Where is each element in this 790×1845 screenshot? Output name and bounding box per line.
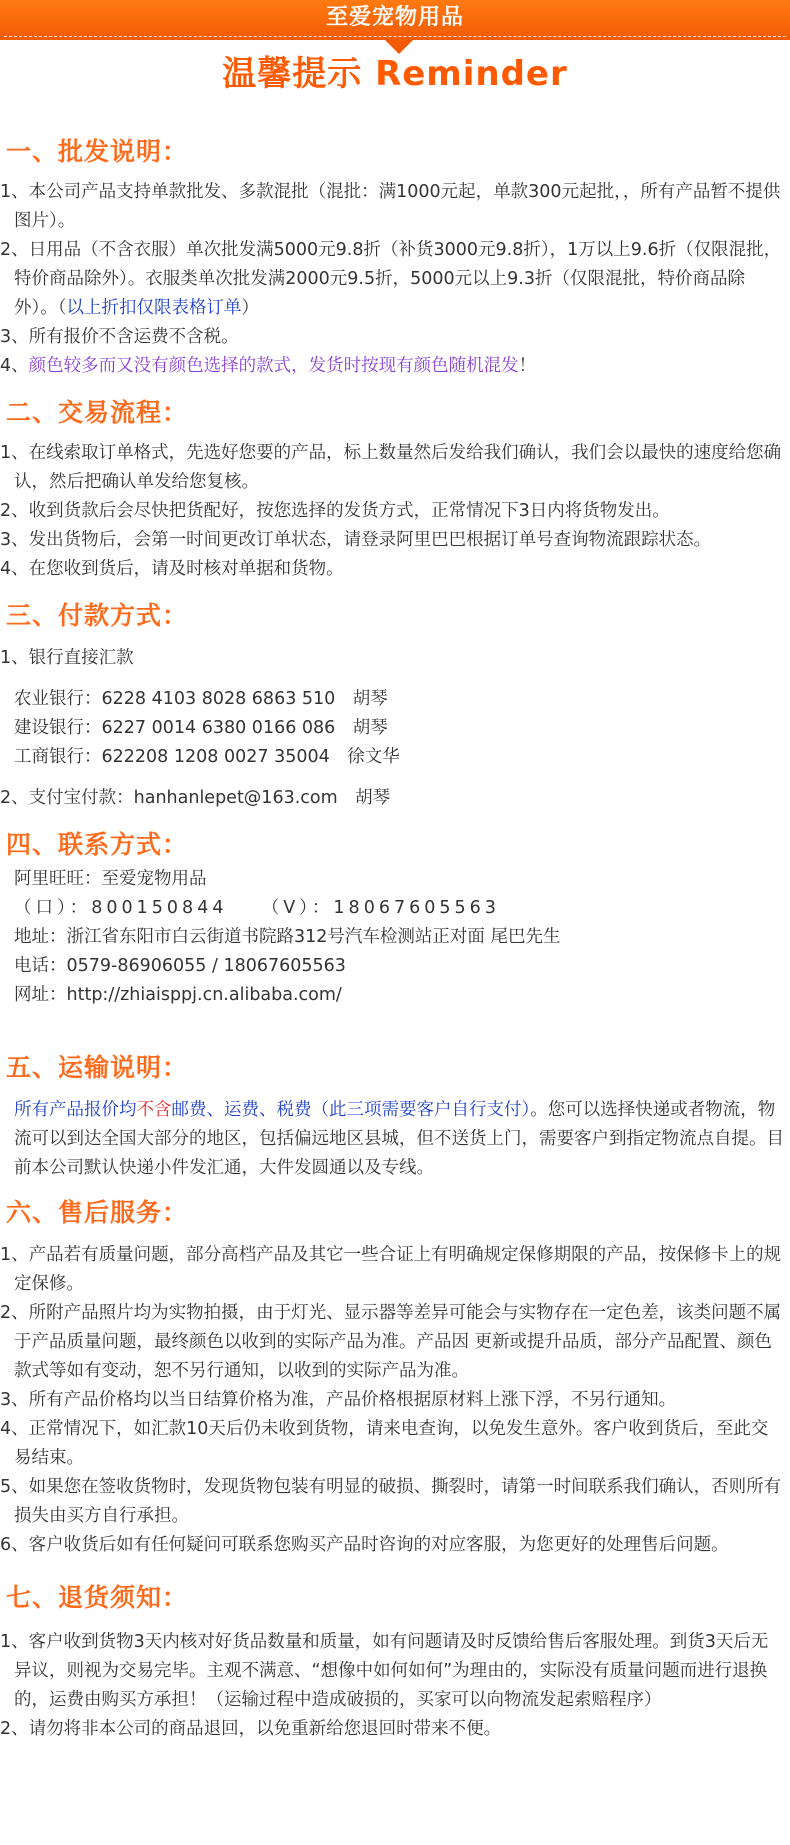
process-item-4: 4、在您收到货后，请及时核对单据和货物。 <box>0 559 344 579</box>
section-title-returns: 七、退货须知： <box>6 1583 189 1612</box>
section-title-contact: 四、联系方式： <box>6 830 189 859</box>
contact-tel: 电话：0579-86906055 / 18067605563 <box>14 956 346 976</box>
shipping-blue-2: 邮费、运费、税费（此三项需要客户自行支付） <box>171 1100 531 1120</box>
alipay-line: 2、支付宝付款：hanhanlepet@163.com 胡琴 <box>0 788 391 808</box>
bank-agricultural: 农业银行：6228 4103 8028 6863 510 胡琴 <box>14 689 388 709</box>
contact-phones: （口）：800150844 （V）：18067605563 <box>14 898 500 918</box>
section-wholesale <box>0 132 790 381</box>
wholesale-item-4 <box>0 352 790 381</box>
aftersales-item-3: 3、所有产品价格均以当日结算价格为准，产品价格根据原材料上涨下浮，不另行通知。 <box>0 1390 677 1410</box>
section-title-aftersales: 六、售后服务： <box>6 1198 189 1227</box>
shipping-red: 不含 <box>136 1100 172 1120</box>
process-item-1: 1、在线索取订单格式，先选好您要的产品，标上数量然后发给我们确认，我们会以最快的速度给您确认，然后把确认单发给您复核。 <box>0 443 782 492</box>
section-payment <box>0 596 790 813</box>
aftersales-item-6: 6、客户收货后如有任何疑问可联系您购买产品时咨询的对应客服，为您更好的处理售后问题。 <box>0 1535 729 1555</box>
shipping-paragraph <box>0 1096 790 1183</box>
wholesale-item-4-num: 4、 <box>0 356 29 376</box>
banner-dashed-line <box>4 36 786 37</box>
wholesale-item-2 <box>0 236 790 323</box>
contact-web: 网址：http://zhiaisppj.cn.alibaba.com/ <box>14 985 342 1005</box>
wholesale-item-1: 1、本公司产品支持单款批发、多款混批（混批：满1000元起，单款300元起批，，所有产品暂不提供图片）。 <box>0 182 781 231</box>
wholesale-item-2-note: 以上折扣仅限表格订单 <box>66 298 242 318</box>
section-title-process: 二、交易流程： <box>6 398 189 427</box>
contact-wangwang: 阿里旺旺：至爱宠物用品 <box>14 869 207 889</box>
wholesale-item-4-end: ！ <box>518 356 537 376</box>
bank-icbc: 工商银行：622208 1208 0027 35004 徐文华 <box>14 747 400 767</box>
aftersales-item-4: 4、正常情况下，如汇款10天后仍未收到货物，请来电查询，以免发生意外。客户收到货后，至此交易结束。 <box>0 1419 769 1468</box>
section-contact <box>0 825 790 1010</box>
top-banner <box>0 0 790 40</box>
section-title-shipping: 五、运输说明： <box>6 1053 189 1082</box>
aftersales-item-2: 2、所附产品照片均为实物拍摄，由于灯光、显示器等差异可能会与实物存在一定色差，该类问题不属于产品质量问题，最终颜色以收到的实际产品为准。产品因 更新或提升品质，部分产品配置、颜色款式等如有变动，恕不另行通知，以收到的实际产品为准。 <box>0 1303 782 1381</box>
process-item-2: 2、收到货款后会尽快把货配好，按您选择的发货方式，正常情况下3日内将货物发出。 <box>0 501 670 521</box>
wholesale-item-2-close: ） <box>241 298 259 318</box>
wholesale-item-4-text: 颜色较多而又没有颜色选择的款式，发货时按现有颜色随机混发 <box>28 356 519 376</box>
process-item-3: 3、发出货物后，会第一时间更改订单状态，请登录阿里巴巴根据订单号查询物流跟踪状态。 <box>0 530 712 550</box>
wholesale-item-3: 3、所有报价不含运费不含税。 <box>0 327 239 347</box>
reminder-heading: 温馨提示 Reminder <box>222 54 568 94</box>
aftersales-item-1: 1、产品若有质量问题，部分高档产品及其它一些合证上有明确规定保修期限的产品，按保修卡上的规定保修。 <box>0 1245 782 1294</box>
section-aftersales <box>0 1193 790 1560</box>
contact-address: 地址：浙江省东阳市白云街道书院路312号汽车检测站正对面 尾巴先生 <box>14 927 561 947</box>
bank-construction: 建设银行：6227 0014 6380 0166 086 胡琴 <box>14 718 388 738</box>
returns-item-1: 1、客户收到货物3天内核对好货品数量和质量，如有问题请及时反馈给售后客服处理。到货3天后无异议，则视为交易完毕。主观不满意、“想像中如何如何”为理由的，实际没有质量问题而进行退换的，运费由购买方承担！（运输过程中造成破损的，买家可以向物流发起索赔程序） <box>0 1632 769 1710</box>
shipping-rest: 。您可以选择快递或者物流，物流可以到达全国大部分的地区，包括偏远地区县城，但不送货上门，需要客户到指定物流点自提。目前本公司默认快递小件发汇通，大件发圆通以及专线。 <box>14 1100 784 1178</box>
section-returns <box>0 1578 790 1744</box>
aftersales-item-5: 5、如果您在签收货物时，发现货物包装有明显的破损、撕裂时，请第一时间联系我们确认，否则所有损失由买方自行承担。 <box>0 1477 782 1526</box>
section-process <box>0 393 790 584</box>
section-title-payment: 三、付款方式： <box>6 601 189 630</box>
returns-item-2: 2、请勿将非本公司的商品退回，以免重新给您退回时带来不便。 <box>0 1719 502 1739</box>
section-shipping <box>0 1048 790 1183</box>
bank-heading: 1、银行直接汇款 <box>0 648 134 668</box>
banner-title: 至爱宠物用品 <box>325 5 464 30</box>
wholesale-item-2-text: 2、日用品（不含衣服）单次批发满5000元9.8折（补货3000元9.8折），1万以上9.6折（仅限混批，特价商品除外）。衣服类单次批发满2000元9.5折，5000元以上9.3折（仅限混批，特价商品除外）。（ <box>0 240 782 318</box>
shipping-blue-1: 所有产品报价均 <box>14 1100 137 1120</box>
section-title-wholesale: 一、批发说明： <box>6 137 189 166</box>
